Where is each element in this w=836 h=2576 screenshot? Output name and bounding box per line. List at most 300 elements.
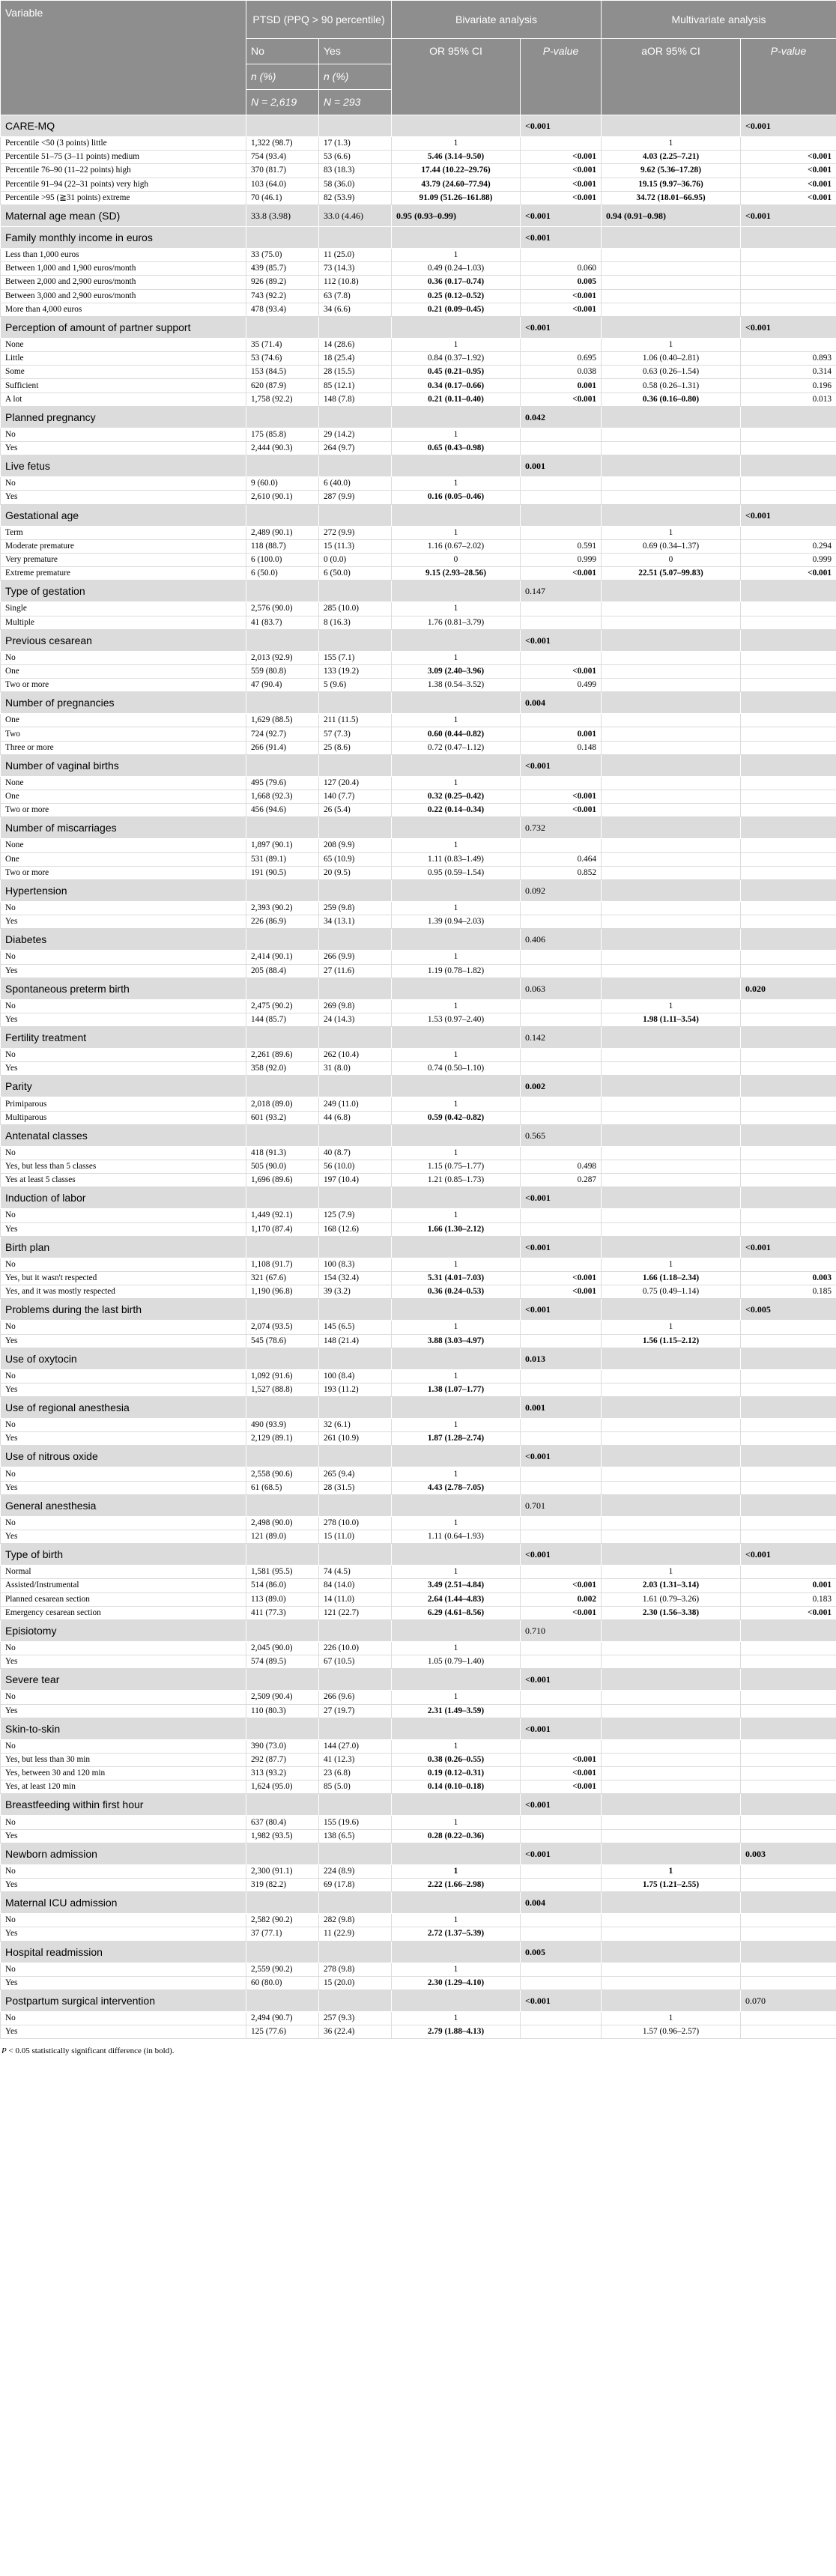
row-yes-count: 24 (14.3) bbox=[319, 1013, 392, 1026]
section-name: Use of nitrous oxide bbox=[1, 1446, 246, 1467]
row-label: No bbox=[1, 1209, 246, 1222]
row-aor-ci bbox=[602, 1914, 741, 1927]
row-ap-value bbox=[741, 679, 836, 692]
section-name: Birth plan bbox=[1, 1236, 246, 1258]
row-p-value: <0.001 bbox=[521, 1767, 602, 1781]
row-ap-value: <0.001 bbox=[741, 151, 836, 164]
row-aor-ci bbox=[602, 1691, 741, 1704]
row-aor-ci: 0.36 (0.16–0.80) bbox=[602, 393, 741, 406]
row-or-ci: 0.16 (0.05–0.46) bbox=[392, 491, 521, 504]
section-ap-value bbox=[741, 226, 836, 248]
table-row bbox=[1, 1222, 836, 1236]
section-name: Postpartum surgical intervention bbox=[1, 1989, 246, 2011]
section-header-row bbox=[1, 226, 836, 248]
section-no-value bbox=[246, 1348, 319, 1369]
row-yes-count: 6 (40.0) bbox=[319, 477, 392, 491]
row-ap-value bbox=[741, 1334, 836, 1348]
section-ap-value: <0.001 bbox=[741, 1236, 836, 1258]
row-or-ci: 1.39 (0.94–2.03) bbox=[392, 915, 521, 929]
section-no-value bbox=[246, 1236, 319, 1258]
section-yes-value bbox=[319, 692, 392, 714]
footnote-text: < 0.05 statistically significant difference (in bold). bbox=[6, 2046, 175, 2056]
section-no-value bbox=[246, 1669, 319, 1691]
section-or-value bbox=[392, 1718, 521, 1739]
section-p-value: 0.004 bbox=[521, 692, 602, 714]
section-or-value bbox=[392, 929, 521, 951]
row-label: Some bbox=[1, 366, 246, 379]
row-or-ci: 1.87 (1.28–2.74) bbox=[392, 1432, 521, 1446]
row-no-count: 113 (89.0) bbox=[246, 1592, 319, 1606]
row-p-value bbox=[521, 1222, 602, 1236]
section-yes-value bbox=[319, 1892, 392, 1914]
table-row bbox=[1, 526, 836, 539]
section-aor-value bbox=[602, 978, 741, 999]
row-yes-count: 211 (11.5) bbox=[319, 714, 392, 727]
row-or-ci: 0.84 (0.37–1.92) bbox=[392, 352, 521, 366]
row-yes-count: 14 (28.6) bbox=[319, 338, 392, 351]
row-or-ci: 0.28 (0.22–0.36) bbox=[392, 1829, 521, 1843]
row-aor-ci bbox=[602, 1739, 741, 1753]
row-or-ci: 1 bbox=[392, 1049, 521, 1062]
row-ap-value bbox=[741, 790, 836, 804]
row-no-count: 6 (100.0) bbox=[246, 553, 319, 566]
row-aor-ci bbox=[602, 1816, 741, 1829]
table-row bbox=[1, 1641, 836, 1655]
row-yes-count: 40 (8.7) bbox=[319, 1146, 392, 1160]
row-aor-ci bbox=[602, 1516, 741, 1530]
row-p-value bbox=[521, 1209, 602, 1222]
row-ap-value bbox=[741, 1383, 836, 1396]
section-name: Severe tear bbox=[1, 1669, 246, 1691]
table-row bbox=[1, 1753, 836, 1766]
section-yes-value bbox=[319, 1027, 392, 1049]
row-no-count: 144 (85.7) bbox=[246, 1013, 319, 1026]
row-or-ci: 9.15 (2.93–28.56) bbox=[392, 567, 521, 581]
row-aor-ci: 1.56 (1.15–2.12) bbox=[602, 1334, 741, 1348]
section-header-row bbox=[1, 1843, 836, 1864]
row-label: Yes, and it was mostly respected bbox=[1, 1285, 246, 1299]
table-row bbox=[1, 539, 836, 553]
section-header-row bbox=[1, 1076, 836, 1097]
row-aor-ci bbox=[602, 1174, 741, 1187]
row-ap-value bbox=[741, 2025, 836, 2039]
section-yes-value bbox=[319, 455, 392, 477]
row-p-value: <0.001 bbox=[521, 289, 602, 303]
row-ap-value bbox=[741, 1049, 836, 1062]
row-aor-ci bbox=[602, 428, 741, 441]
section-header-row bbox=[1, 1494, 836, 1516]
table-row bbox=[1, 1963, 836, 1976]
row-ap-value bbox=[741, 1753, 836, 1766]
section-p-value: <0.001 bbox=[521, 1669, 602, 1691]
table-row bbox=[1, 727, 836, 741]
row-no-count: 53 (74.6) bbox=[246, 352, 319, 366]
header-n-yes: N = 293 bbox=[319, 90, 392, 115]
row-p-value bbox=[521, 2011, 602, 2025]
row-p-value: 0.001 bbox=[521, 379, 602, 393]
row-or-ci: 1.05 (0.79–1.40) bbox=[392, 1655, 521, 1669]
row-or-ci: 2.30 (1.29–4.10) bbox=[392, 1976, 521, 1989]
row-no-count: 175 (85.8) bbox=[246, 428, 319, 441]
table-row bbox=[1, 137, 836, 151]
section-no-value bbox=[246, 1124, 319, 1146]
section-aor-value bbox=[602, 692, 741, 714]
row-label: Little bbox=[1, 352, 246, 366]
table-row bbox=[1, 866, 836, 879]
row-or-ci: 1.38 (1.07–1.77) bbox=[392, 1383, 521, 1396]
row-aor-ci bbox=[602, 1432, 741, 1446]
row-no-count: 926 (89.2) bbox=[246, 276, 319, 289]
row-yes-count: 74 (4.5) bbox=[319, 1566, 392, 1579]
row-no-count: 2,475 (90.2) bbox=[246, 999, 319, 1013]
section-or-value bbox=[392, 316, 521, 338]
section-no-value bbox=[246, 581, 319, 602]
section-ap-value bbox=[741, 1027, 836, 1049]
row-yes-count: 31 (8.0) bbox=[319, 1062, 392, 1076]
section-yes-value bbox=[319, 978, 392, 999]
row-aor-ci: 0.69 (0.34–1.37) bbox=[602, 539, 741, 553]
section-ap-value: <0.001 bbox=[741, 504, 836, 526]
row-aor-ci: 1 bbox=[602, 2011, 741, 2025]
row-no-count: 2,582 (90.2) bbox=[246, 1914, 319, 1927]
row-p-value bbox=[521, 1641, 602, 1655]
row-ap-value: 0.999 bbox=[741, 553, 836, 566]
row-p-value: <0.001 bbox=[521, 1285, 602, 1299]
section-name: Number of pregnancies bbox=[1, 692, 246, 714]
section-no-value bbox=[246, 692, 319, 714]
row-p-value bbox=[521, 1049, 602, 1062]
section-no-value bbox=[246, 1619, 319, 1641]
row-label: Two or more bbox=[1, 866, 246, 879]
row-ap-value bbox=[741, 526, 836, 539]
section-aor-value bbox=[602, 879, 741, 901]
table-row bbox=[1, 1481, 836, 1494]
section-p-value: <0.001 bbox=[521, 1187, 602, 1209]
row-or-ci: 1.38 (0.54–3.52) bbox=[392, 679, 521, 692]
row-p-value bbox=[521, 776, 602, 790]
row-or-ci: 3.09 (2.40–3.96) bbox=[392, 664, 521, 678]
row-yes-count: 257 (9.3) bbox=[319, 2011, 392, 2025]
row-yes-count: 154 (32.4) bbox=[319, 1271, 392, 1285]
section-no-value bbox=[246, 226, 319, 248]
row-p-value bbox=[521, 1739, 602, 1753]
table-row bbox=[1, 714, 836, 727]
row-aor-ci bbox=[602, 1963, 741, 1976]
row-ap-value bbox=[741, 1209, 836, 1222]
section-p-value: 0.701 bbox=[521, 1494, 602, 1516]
row-label: Less than 1,000 euros bbox=[1, 248, 246, 261]
row-ap-value bbox=[741, 602, 836, 616]
row-or-ci: 17.44 (10.22–29.76) bbox=[392, 164, 521, 178]
row-ap-value bbox=[741, 262, 836, 276]
row-yes-count: 144 (27.0) bbox=[319, 1739, 392, 1753]
section-header-row bbox=[1, 629, 836, 651]
row-no-count: 505 (90.0) bbox=[246, 1160, 319, 1174]
row-yes-count: 44 (6.8) bbox=[319, 1111, 392, 1124]
row-no-count: 41 (83.7) bbox=[246, 616, 319, 629]
row-or-ci: 1 bbox=[392, 1816, 521, 1829]
row-yes-count: 15 (11.0) bbox=[319, 1530, 392, 1544]
section-ap-value bbox=[741, 455, 836, 477]
section-no-value bbox=[246, 1494, 319, 1516]
row-or-ci: 0.95 (0.59–1.54) bbox=[392, 866, 521, 879]
section-p-value: <0.001 bbox=[521, 1446, 602, 1467]
row-no-count: 70 (46.1) bbox=[246, 191, 319, 204]
row-label: Primiparous bbox=[1, 1097, 246, 1111]
row-label: Yes bbox=[1, 1432, 246, 1446]
row-ap-value: <0.001 bbox=[741, 191, 836, 204]
row-p-value bbox=[521, 1655, 602, 1669]
row-p-value bbox=[521, 1419, 602, 1432]
row-label: Yes bbox=[1, 1829, 246, 1843]
section-p-value: <0.001 bbox=[521, 1544, 602, 1566]
table-row bbox=[1, 491, 836, 504]
row-label: No bbox=[1, 428, 246, 441]
row-no-count: 121 (89.0) bbox=[246, 1530, 319, 1544]
section-header-row bbox=[1, 978, 836, 999]
table-row bbox=[1, 1097, 836, 1111]
row-aor-ci bbox=[602, 1111, 741, 1124]
row-or-ci: 2.72 (1.37–5.39) bbox=[392, 1927, 521, 1941]
section-yes-value bbox=[319, 1843, 392, 1864]
row-label: Yes bbox=[1, 1334, 246, 1348]
section-p-value bbox=[521, 504, 602, 526]
row-yes-count: 168 (12.6) bbox=[319, 1222, 392, 1236]
row-no-count: 321 (67.6) bbox=[246, 1271, 319, 1285]
section-yes-value bbox=[319, 316, 392, 338]
table-row bbox=[1, 366, 836, 379]
row-aor-ci bbox=[602, 1655, 741, 1669]
section-aor-value bbox=[602, 629, 741, 651]
table-row bbox=[1, 1829, 836, 1843]
row-no-count: 47 (90.4) bbox=[246, 679, 319, 692]
row-label: Yes bbox=[1, 491, 246, 504]
section-or-value bbox=[392, 1348, 521, 1369]
row-no-count: 2,509 (90.4) bbox=[246, 1691, 319, 1704]
section-p-value: 0.013 bbox=[521, 1348, 602, 1369]
row-aor-ci: 1.57 (0.96–2.57) bbox=[602, 2025, 741, 2039]
section-name: Spontaneous preterm birth bbox=[1, 978, 246, 999]
row-p-value: <0.001 bbox=[521, 303, 602, 316]
row-yes-count: 266 (9.6) bbox=[319, 1691, 392, 1704]
section-no-value bbox=[246, 1446, 319, 1467]
table-row bbox=[1, 776, 836, 790]
section-yes-value bbox=[319, 1989, 392, 2011]
section-no-value bbox=[246, 817, 319, 839]
row-or-ci: 1 bbox=[392, 1369, 521, 1383]
header-or-ci: OR 95% CI bbox=[392, 39, 521, 115]
section-yes-value bbox=[319, 1076, 392, 1097]
row-aor-ci: 0 bbox=[602, 553, 741, 566]
row-yes-count: 73 (14.3) bbox=[319, 262, 392, 276]
section-header-row bbox=[1, 1446, 836, 1467]
table-row bbox=[1, 1592, 836, 1606]
row-yes-count: 287 (9.9) bbox=[319, 491, 392, 504]
row-ap-value bbox=[741, 303, 836, 316]
row-p-value bbox=[521, 999, 602, 1013]
row-label: One bbox=[1, 790, 246, 804]
row-p-value: <0.001 bbox=[521, 151, 602, 164]
row-ap-value: 0.185 bbox=[741, 1285, 836, 1299]
header-multivariate: Multivariate analysis bbox=[602, 1, 836, 39]
row-label: None bbox=[1, 338, 246, 351]
row-ap-value: 0.183 bbox=[741, 1592, 836, 1606]
row-yes-count: 0 (0.0) bbox=[319, 553, 392, 566]
row-or-ci: 2.64 (1.44–4.83) bbox=[392, 1592, 521, 1606]
row-no-count: 514 (86.0) bbox=[246, 1579, 319, 1592]
row-no-count: 601 (93.2) bbox=[246, 1111, 319, 1124]
section-ap-value bbox=[741, 1397, 836, 1419]
row-no-count: 411 (77.3) bbox=[246, 1606, 319, 1619]
row-label: No bbox=[1, 1321, 246, 1334]
section-or-value bbox=[392, 581, 521, 602]
row-p-value bbox=[521, 1146, 602, 1160]
table-header bbox=[1, 1, 836, 115]
section-p-value: <0.001 bbox=[521, 1718, 602, 1739]
header-aor-ci: aOR 95% CI bbox=[602, 39, 741, 115]
section-name: Planned pregnancy bbox=[1, 406, 246, 428]
row-aor-ci bbox=[602, 1146, 741, 1160]
row-or-ci: 1 bbox=[392, 526, 521, 539]
table-row bbox=[1, 338, 836, 351]
row-yes-count: 18 (25.4) bbox=[319, 352, 392, 366]
row-no-count: 2,393 (90.2) bbox=[246, 901, 319, 915]
section-header-row bbox=[1, 754, 836, 776]
row-no-count: 1,108 (91.7) bbox=[246, 1258, 319, 1271]
row-label: Yes bbox=[1, 2025, 246, 2039]
row-no-count: 637 (80.4) bbox=[246, 1816, 319, 1829]
row-or-ci: 1.15 (0.75–1.77) bbox=[392, 1160, 521, 1174]
row-aor-ci bbox=[602, 679, 741, 692]
section-header-row bbox=[1, 817, 836, 839]
row-label: Yes, but less than 5 classes bbox=[1, 1160, 246, 1174]
row-aor-ci: 19.15 (9.97–36.76) bbox=[602, 178, 741, 191]
row-no-count: 103 (64.0) bbox=[246, 178, 319, 191]
row-yes-count: 11 (22.9) bbox=[319, 1927, 392, 1941]
row-p-value: <0.001 bbox=[521, 164, 602, 178]
section-aor-value bbox=[602, 1941, 741, 1963]
table-row bbox=[1, 1383, 836, 1396]
row-label: Multiple bbox=[1, 616, 246, 629]
row-aor-ci bbox=[602, 1062, 741, 1076]
section-aor-value bbox=[602, 406, 741, 428]
row-p-value: 0.464 bbox=[521, 852, 602, 866]
row-ap-value bbox=[741, 137, 836, 151]
row-aor-ci bbox=[602, 602, 741, 616]
row-no-count: 1,696 (89.6) bbox=[246, 1174, 319, 1187]
row-no-count: 1,190 (96.8) bbox=[246, 1285, 319, 1299]
row-ap-value bbox=[741, 866, 836, 879]
row-aor-ci: 2.03 (1.31–3.14) bbox=[602, 1579, 741, 1592]
row-yes-count: 127 (20.4) bbox=[319, 776, 392, 790]
row-no-count: 1,897 (90.1) bbox=[246, 839, 319, 852]
row-label: None bbox=[1, 776, 246, 790]
row-label: Yes bbox=[1, 1530, 246, 1544]
row-aor-ci bbox=[602, 1753, 741, 1766]
row-p-value bbox=[521, 964, 602, 978]
row-aor-ci: 34.72 (18.01–66.95) bbox=[602, 191, 741, 204]
section-or-value bbox=[392, 692, 521, 714]
row-p-value: <0.001 bbox=[521, 804, 602, 817]
section-ap-value: 0.020 bbox=[741, 978, 836, 999]
row-yes-count: 266 (9.9) bbox=[319, 951, 392, 964]
row-or-ci: 0.36 (0.17–0.74) bbox=[392, 276, 521, 289]
row-label: Between 3,000 and 2,900 euros/month bbox=[1, 289, 246, 303]
row-ap-value bbox=[741, 1927, 836, 1941]
section-aor-value bbox=[602, 1892, 741, 1914]
row-ap-value bbox=[741, 491, 836, 504]
row-ap-value bbox=[741, 1516, 836, 1530]
section-aor-value bbox=[602, 1669, 741, 1691]
section-no-value bbox=[246, 1076, 319, 1097]
section-header-row bbox=[1, 1236, 836, 1258]
row-ap-value: <0.001 bbox=[741, 1606, 836, 1619]
row-aor-ci: 1 bbox=[602, 999, 741, 1013]
section-header-row bbox=[1, 1669, 836, 1691]
section-no-value bbox=[246, 1892, 319, 1914]
row-or-ci: 0.14 (0.10–0.18) bbox=[392, 1781, 521, 1794]
section-aor-value bbox=[602, 1124, 741, 1146]
header-bivariate: Bivariate analysis bbox=[392, 1, 602, 39]
row-yes-count: 282 (9.8) bbox=[319, 1914, 392, 1927]
row-p-value bbox=[521, 1927, 602, 1941]
row-yes-count: 36 (22.4) bbox=[319, 2025, 392, 2039]
section-p-value: <0.001 bbox=[521, 1794, 602, 1816]
header-yes: Yes bbox=[319, 39, 392, 64]
row-or-ci: 1 bbox=[392, 1321, 521, 1334]
section-aor-value bbox=[602, 455, 741, 477]
row-aor-ci bbox=[602, 276, 741, 289]
row-ap-value bbox=[741, 1160, 836, 1174]
section-header-row bbox=[1, 115, 836, 137]
table-row bbox=[1, 1369, 836, 1383]
section-or-value bbox=[392, 1397, 521, 1419]
row-aor-ci: 1.98 (1.11–3.54) bbox=[602, 1013, 741, 1026]
row-label: Between 2,000 and 2,900 euros/month bbox=[1, 276, 246, 289]
row-yes-count: 261 (10.9) bbox=[319, 1432, 392, 1446]
row-no-count: 61 (68.5) bbox=[246, 1481, 319, 1494]
row-aor-ci bbox=[602, 1467, 741, 1481]
section-or-value bbox=[392, 879, 521, 901]
section-aor-value bbox=[602, 1989, 741, 2011]
row-label: Percentile >95 (≧31 points) extreme bbox=[1, 191, 246, 204]
row-yes-count: 25 (8.6) bbox=[319, 741, 392, 754]
section-no-value bbox=[246, 978, 319, 999]
row-aor-ci bbox=[602, 1369, 741, 1383]
header-n-no: N = 2,619 bbox=[246, 90, 319, 115]
section-ap-value bbox=[741, 1794, 836, 1816]
row-no-count: 6 (50.0) bbox=[246, 567, 319, 581]
row-no-count: 1,624 (95.0) bbox=[246, 1781, 319, 1794]
row-no-count: 292 (87.7) bbox=[246, 1753, 319, 1766]
row-aor-ci: 1 bbox=[602, 338, 741, 351]
row-aor-ci: 1.66 (1.18–2.34) bbox=[602, 1271, 741, 1285]
row-p-value: <0.001 bbox=[521, 1579, 602, 1592]
row-no-count: 226 (86.9) bbox=[246, 915, 319, 929]
section-aor-value bbox=[602, 1027, 741, 1049]
section-p-value: 0.092 bbox=[521, 879, 602, 901]
row-p-value bbox=[521, 1369, 602, 1383]
row-ap-value bbox=[741, 477, 836, 491]
row-no-count: 2,494 (90.7) bbox=[246, 2011, 319, 2025]
section-name: Number of vaginal births bbox=[1, 754, 246, 776]
section-no-value: 33.8 (3.98) bbox=[246, 204, 319, 226]
row-or-ci: 3.49 (2.51–4.84) bbox=[392, 1579, 521, 1592]
row-yes-count: 249 (11.0) bbox=[319, 1097, 392, 1111]
row-yes-count: 39 (3.2) bbox=[319, 1285, 392, 1299]
section-aor-value bbox=[602, 226, 741, 248]
section-name: Live fetus bbox=[1, 455, 246, 477]
